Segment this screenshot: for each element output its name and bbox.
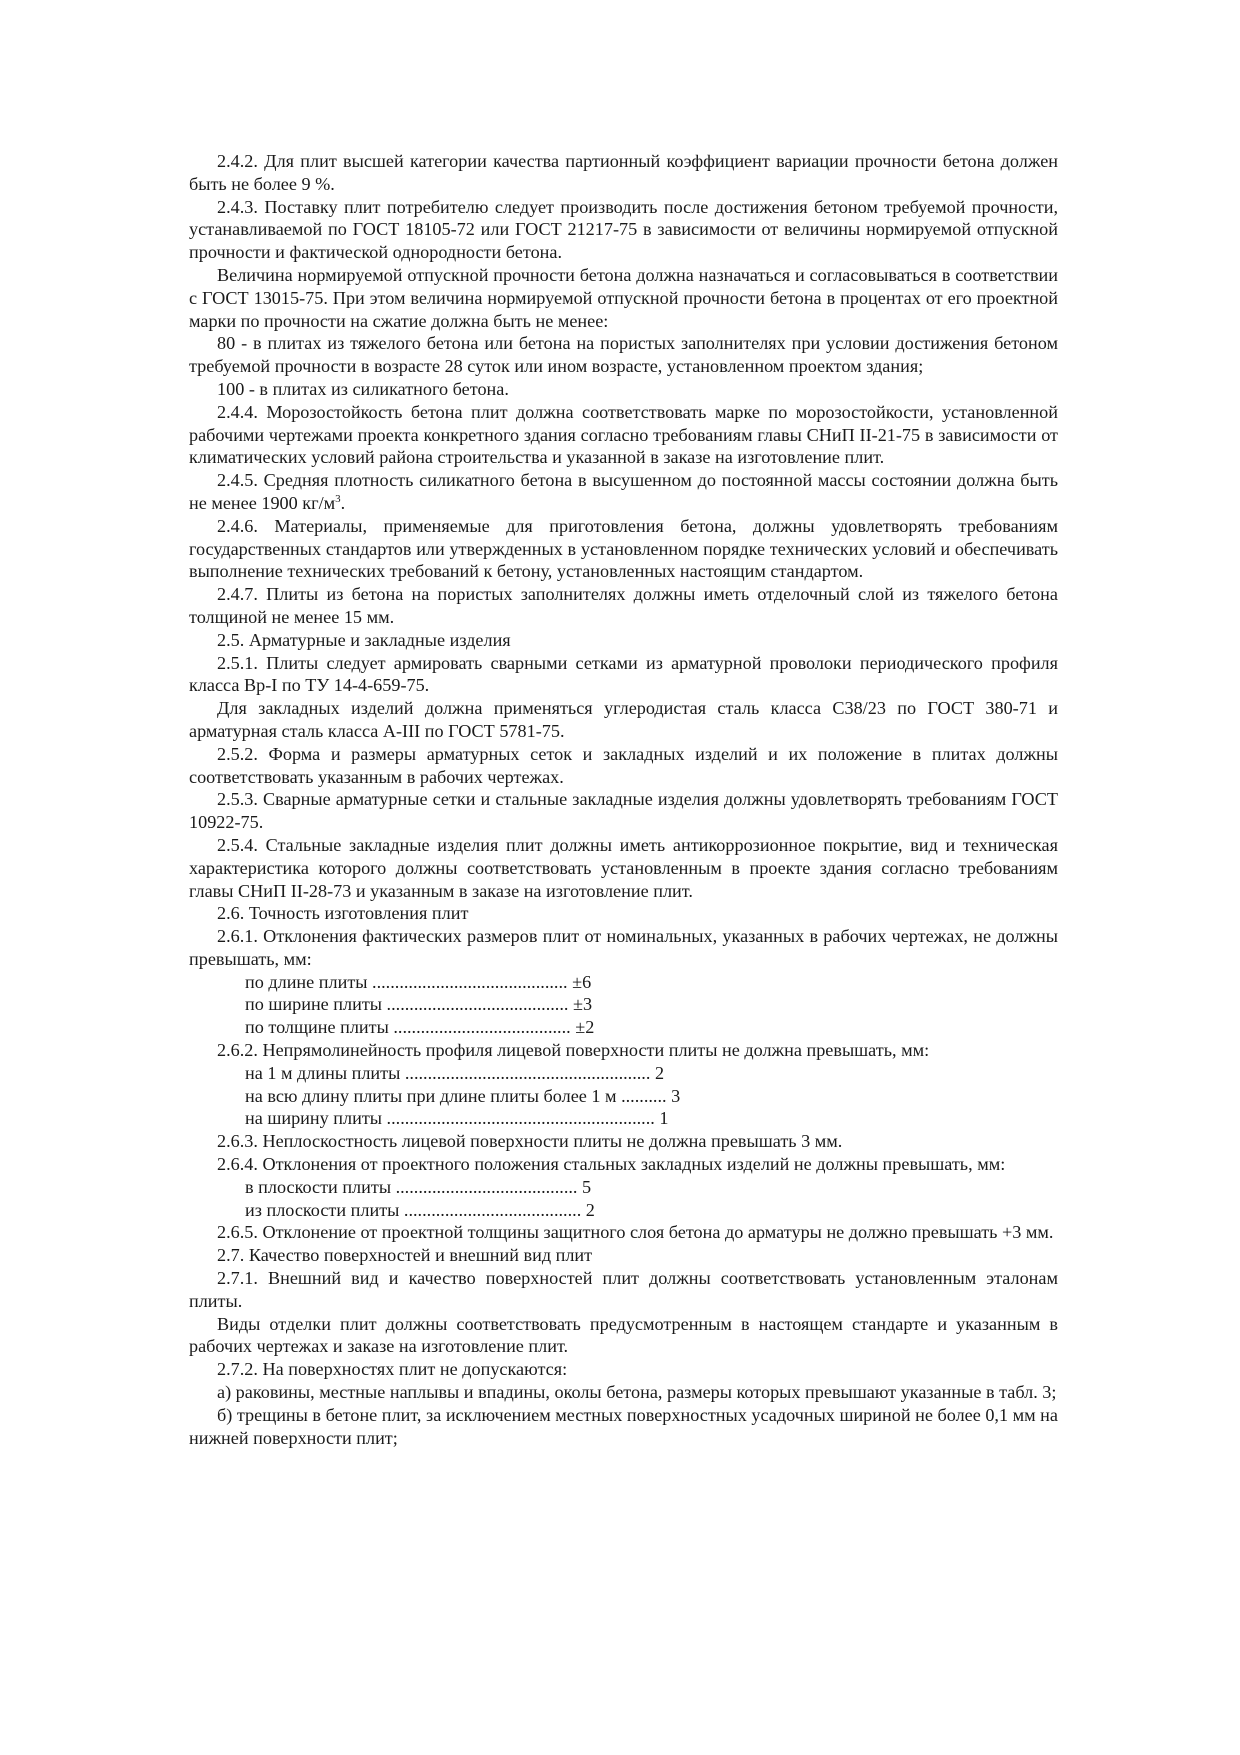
- paragraph: [189, 469, 1058, 515]
- paragraph: 2.4.4. Морозостойкость бетона плит должна соответствовать марке по морозостойкости, установленной рабочими чертежами проекта конкретного здания согласно требованиям главы СНиП II-21-75 в зависимости от климатических условий района строительства и указанной в заказе на изготовление плит.: [189, 401, 1058, 468]
- dimension-list: [189, 971, 1058, 1039]
- paragraph: 2.6.5. Отклонение от проектной толщины защитного слоя бетона до арматуры не должно превышать +3 мм.: [217, 1222, 1054, 1243]
- document-page: [189, 150, 1058, 1449]
- list-item: на 1 м длины плиты ...................................................... 2: [245, 1062, 665, 1083]
- section-heading: 2.6.2. Непрямолинейность профиля лицевой поверхности плиты не должна превышать, мм:: [217, 1040, 930, 1061]
- list-item: по длине плиты ........................................... ±6: [245, 971, 592, 992]
- paragraph: а) раковины, местные наплывы и впадины, околы бетона, размеры которых превышают указанные в табл. 3;: [217, 1382, 1057, 1403]
- paragraph: 2.4.6. Материалы, применяемые для приготовления бетона, должны удовлетворять требованиям государственных стандартов или утвержденных в установленном порядке технических условий и обеспечивать выполнение технических требований к бетону, установленных настоящим стандартом.: [189, 515, 1058, 582]
- list-item: по ширине плиты ........................................ ±3: [245, 994, 593, 1015]
- paragraph: 80 - в плитах из тяжелого бетона или бетона на пористых заполнителях при условии достижения бетоном требуемой прочности в возрасте 28 суток или ином возрасте, установленном проектом здания;: [189, 333, 1058, 377]
- paragraph: 100 - в плитах из силикатного бетона.: [217, 378, 509, 399]
- paragraph-text: .: [340, 492, 346, 513]
- list-item: на ширину плиты ........................................................... 1: [245, 1108, 669, 1129]
- paragraph: 2.5.1. Плиты следует армировать сварными сетками из арматурной проволоки периодического профиля класса Вр-I по ТУ 14-4-659-75.: [189, 652, 1058, 696]
- paragraph: 2.5.4. Стальные закладные изделия плит должны иметь антикоррозионное покрытие, вид и техническая характеристика которого должны соответствовать установленным в проекте здания согласно требованиям главы СНиП II-28-73 и указанным в заказе на изготовление плит.: [189, 834, 1058, 901]
- list-item: в плоскости плиты ........................................ 5: [245, 1176, 592, 1197]
- paragraph: 2.4.2. Для плит высшей категории качества партионный коэффициент вариации прочности бетона должен быть не более 9 %.: [189, 151, 1058, 194]
- paragraph: Для закладных изделий должна применяться углеродистая сталь класса С38/23 по ГОСТ 380-71 и арматурная сталь класса А-III по ГОСТ 5781-75.: [189, 698, 1058, 741]
- paragraph: 2.6.1. Отклонения фактических размеров плит от номинальных, указанных в рабочих чертежах, не должны превышать, мм:: [189, 926, 1058, 969]
- list-item: из плоскости плиты ....................................... 2: [245, 1199, 595, 1220]
- dimension-list: [189, 1176, 1058, 1222]
- section-heading: 2.7. Качество поверхностей и внешний вид плит: [217, 1245, 593, 1266]
- paragraph: 2.4.3. Поставку плит потребителю следует производить после достижения бетоном требуемой прочности, устанавливаемой по ГОСТ 18105-72 или ГОСТ 21217-75 в зависимости от величины нормируемой отпускной прочности и фактической однородности бетона.: [189, 196, 1058, 263]
- superscript: 3: [335, 492, 341, 505]
- paragraph: Величина нормируемой отпускной прочности бетона должна назначаться и согласовываться в соответствии с ГОСТ 13015-75. При этом величина нормируемой отпускной прочности бетона в процентах от его проектной марки по прочности на сжатие должна быть не менее:: [189, 264, 1058, 331]
- paragraph: 2.7.1. Внешний вид и качество поверхностей плит должны соответствовать установленным эталонам плиты.: [189, 1268, 1058, 1311]
- paragraph: б) трещины в бетоне плит, за исключением местных поверхностных усадочных шириной не более 0,1 мм на нижней поверхности плит;: [189, 1404, 1058, 1448]
- section-heading: 2.6. Точность изготовления плит: [217, 903, 469, 924]
- paragraph: 2.4.7. Плиты из бетона на пористых заполнителях должны иметь отделочный слой из тяжелого бетона толщиной не менее 15 мм.: [189, 584, 1058, 627]
- paragraph: Виды отделки плит должны соответствовать предусмотренным в настоящем стандарте и указанным в рабочих чертежах и заказе на изготовление плит.: [189, 1313, 1058, 1357]
- paragraph: 2.6.4. Отклонения от проектного положения стальных закладных изделий не должны превышать, мм:: [217, 1154, 1006, 1175]
- section-heading: 2.5. Арматурные и закладные изделия: [217, 629, 511, 650]
- paragraph-text: 2.4.5. Средняя плотность силикатного бетона в высушенном до постоянной массы состоянии должна быть не менее 1900 кг/м: [189, 470, 1058, 513]
- paragraph: 2.5.3. Сварные арматурные сетки и стальные закладные изделия должны удовлетворять требованиям ГОСТ 10922-75.: [189, 789, 1058, 833]
- section-heading: 2.7.2. На поверхностях плит не допускаются:: [217, 1359, 568, 1380]
- dimension-list: [189, 1062, 1058, 1130]
- list-item: по толщине плиты ....................................... ±2: [245, 1017, 595, 1038]
- section-heading: 2.6.3. Неплоскостность лицевой поверхности плиты не должна превышать 3 мм.: [217, 1131, 843, 1152]
- list-item: на всю длину плиты при длине плиты более 1 м .......... 3: [245, 1085, 681, 1106]
- paragraph: 2.5.2. Форма и размеры арматурных сеток и закладных изделий и их положение в плитах должны соответствовать указанным в рабочих чертежах.: [189, 743, 1058, 787]
